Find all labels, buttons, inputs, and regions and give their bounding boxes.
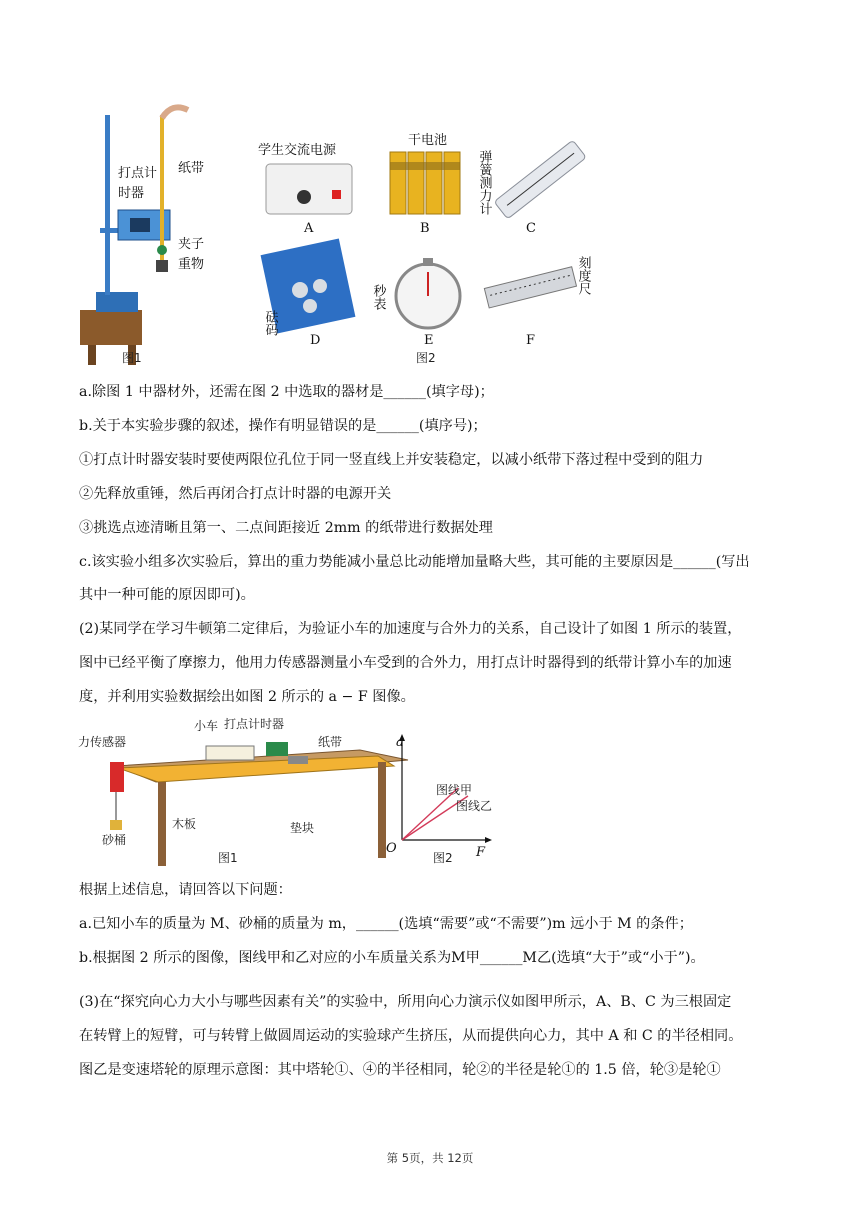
question-line: a.已知小车的质量为 M、砂桶的质量为 m，______(选填“需要”或“不需要”)m 远小于 M 的条件； <box>79 916 693 932</box>
equipment-e-letter: E <box>424 333 434 348</box>
label-weight: 重物 <box>178 257 205 272</box>
equipment-c-letter: C <box>526 221 536 236</box>
equipment-e-name: 秒表 <box>370 284 386 310</box>
equipment-c-name: 弹簧测力计 <box>476 150 492 215</box>
question-line: 度，并利用实验数据绘出如图 2 所示的 a − F 图像。 <box>79 689 415 705</box>
line-a-label: 图线甲 <box>436 783 473 797</box>
question-line: 图中已经平衡了摩擦力，他用力传感器测量小车受到的合外力，用打点计时器得到的纸带计算小车的加速 <box>79 655 732 671</box>
equipment-b-letter: B <box>420 221 430 236</box>
question-line: 在转臂上的短臂，可与转臂上做圆周运动的实验球产生挤压，从而提供向心力，其中 A 和 C 的半径相同。 <box>79 1028 743 1044</box>
label-tape: 纸带 <box>318 735 343 749</box>
label-bucket: 砂桶 <box>102 833 127 847</box>
label-board: 木板 <box>172 817 197 831</box>
question-line: ①打点计时器安装时要使两限位孔位于同一竖直线上并安装稳定，以减小纸带下落过程中受到的阻力 <box>79 452 704 468</box>
caption-graph: 图2 <box>433 851 453 865</box>
x-axis-label: F <box>476 845 486 860</box>
label-timer-line1: 打点计 <box>118 166 158 181</box>
label-block: 垫块 <box>290 821 315 835</box>
equipment-f-letter: F <box>526 333 536 348</box>
iron-stand-illustration <box>80 107 188 365</box>
figure-cart-setup-and-graph <box>78 710 508 870</box>
label-clip: 夹子 <box>178 237 205 252</box>
question-line: 根据上述信息，请回答以下问题： <box>79 882 292 898</box>
question-line: ②先释放重锤，然后再闭合打点计时器的电源开关 <box>79 486 392 502</box>
a-f-graph <box>386 734 492 865</box>
batteries-image <box>390 152 460 214</box>
origin-label: O <box>386 841 397 856</box>
equipment-f-name: 刻度尺 <box>575 256 591 295</box>
y-axis-label: a <box>396 735 404 750</box>
question-line: 其中一种可能的原因即可)。 <box>79 587 255 603</box>
stopwatch-image <box>396 258 460 328</box>
label-timer-line2: 时器 <box>118 186 145 201</box>
label-timer: 打点计时器 <box>224 717 285 731</box>
label-force-sensor: 力传感器 <box>78 735 127 749</box>
equipment-d-name: 砝码 <box>262 310 278 336</box>
equipment-b-name: 干电池 <box>408 133 448 148</box>
label-tape: 纸带 <box>178 161 205 176</box>
question-line: c.该实验小组多次实验后，算出的重力势能减小量总比动能增加量略大些，其可能的主要原因是______(写出 <box>79 554 750 570</box>
caption-fig1: 图1 <box>122 351 142 365</box>
figure-apparatus-and-equipment <box>78 100 608 372</box>
equipment-a-letter: A <box>304 221 314 236</box>
question-line: 图乙是变速塔轮的原理示意图：其中塔轮①、④的半径相同，轮②的半径是轮①的 1.5 倍，轮③是轮① <box>79 1062 721 1078</box>
question-line: (2)某同学在学习牛顿第二定律后，为验证小车的加速度与合外力的关系，自己设计了如图 1 所示的装置， <box>79 621 742 637</box>
page-footer: 第 5页，共 12页 <box>386 1151 474 1165</box>
caption-fig2: 图2 <box>416 351 436 365</box>
line-b-label: 图线乙 <box>456 799 493 813</box>
question-line: a.除图 1 中器材外，还需在图 2 中选取的器材是______(填字母)； <box>79 384 494 400</box>
question-line: b.关于本实验步骤的叙述，操作有明显错误的是______(填序号)； <box>79 418 487 434</box>
spring-scale-image <box>494 140 586 219</box>
label-cart: 小车 <box>194 719 219 733</box>
question-line: b.根据图 2 所示的图像，图线甲和乙对应的小车质量关系为M甲______M乙(选填“大于”或“小于”)。 <box>79 950 705 966</box>
equipment-a-name: 学生交流电源 <box>258 143 337 158</box>
power-supply-image <box>266 164 352 214</box>
question-line: ③挑选点迹清晰且第一、二点间距接近 2mm 的纸带进行数据处理 <box>79 520 493 536</box>
equipment-d-letter: D <box>310 333 321 348</box>
ruler-image <box>484 267 576 308</box>
table-illustration <box>110 742 408 866</box>
question-line: (3)在“探究向心力大小与哪些因素有关”的实验中，所用向心力演示仪如图甲所示，A、B、C 为三根固定 <box>79 994 732 1010</box>
caption-setup: 图1 <box>218 851 238 865</box>
